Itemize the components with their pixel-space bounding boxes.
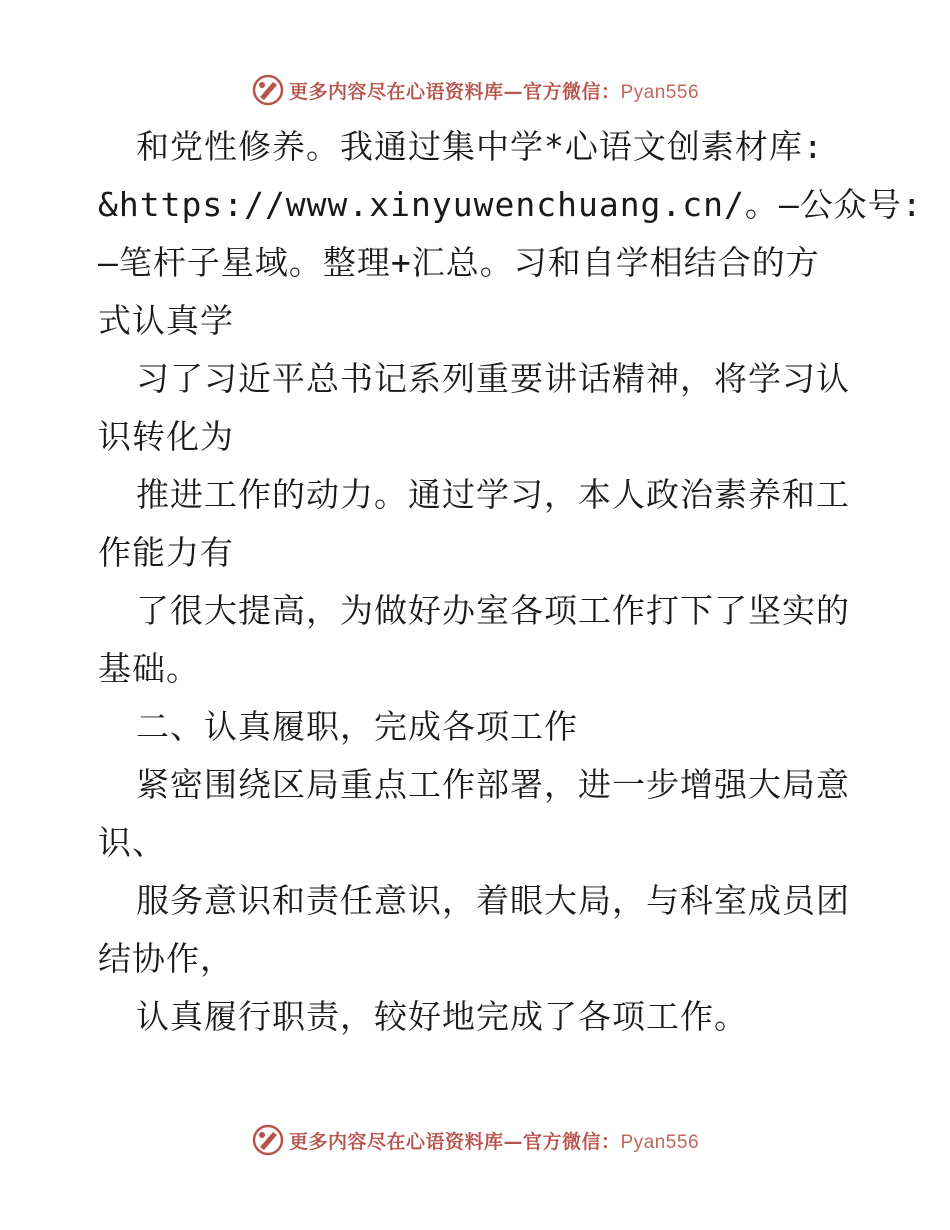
body-line: 推进工作的动力。通过学习，本人政治素养和工 (136, 475, 850, 514)
body-line: 服务意识和责任意识，着眼大局，与科室成员团 (136, 881, 850, 920)
brand-logo-icon (251, 73, 285, 107)
footer-banner (0, 1120, 950, 1160)
body-line: —笔杆子星域。整理+汇总。习和自学相结合的方 (98, 243, 820, 282)
document-body (98, 118, 923, 1046)
footer-wechat-id: Pyan556 (620, 1131, 700, 1153)
body-line: 紧密围绕区局重点工作部署，进一步增强大局意 (136, 765, 850, 804)
section-heading: 二、认真履职，完成各项工作 (136, 707, 578, 746)
header-wechat-id: Pyan556 (620, 81, 700, 103)
header-banner-text: 更多内容尽在心语资料库—官方微信：Pyan556 (288, 80, 700, 103)
body-line: 作能力有 (98, 533, 234, 572)
body-line: 结协作， (98, 939, 234, 978)
body-line: 基础。 (98, 649, 200, 688)
body-line: 式认真学 (98, 301, 234, 340)
body-line: 认真履行职责，较好地完成了各项工作。 (136, 997, 748, 1036)
body-line: 和党性修养。我通过集中学*心语文创素材库: (136, 127, 824, 166)
footer-banner-text: 更多内容尽在心语资料库—官方微信：Pyan556 (288, 1130, 700, 1153)
brand-logo-icon (251, 1123, 285, 1157)
body-line: &https://www.xinyuwenchuang.cn/。—公众号: (98, 185, 923, 224)
body-line: 识、 (98, 823, 166, 862)
body-line: 习了习近平总书记系列重要讲话精神，将学习认 (136, 359, 850, 398)
header-banner (0, 70, 950, 110)
body-line: 了很大提高，为做好办室各项工作打下了坚实的 (136, 591, 850, 630)
body-line: 识转化为 (98, 417, 234, 456)
